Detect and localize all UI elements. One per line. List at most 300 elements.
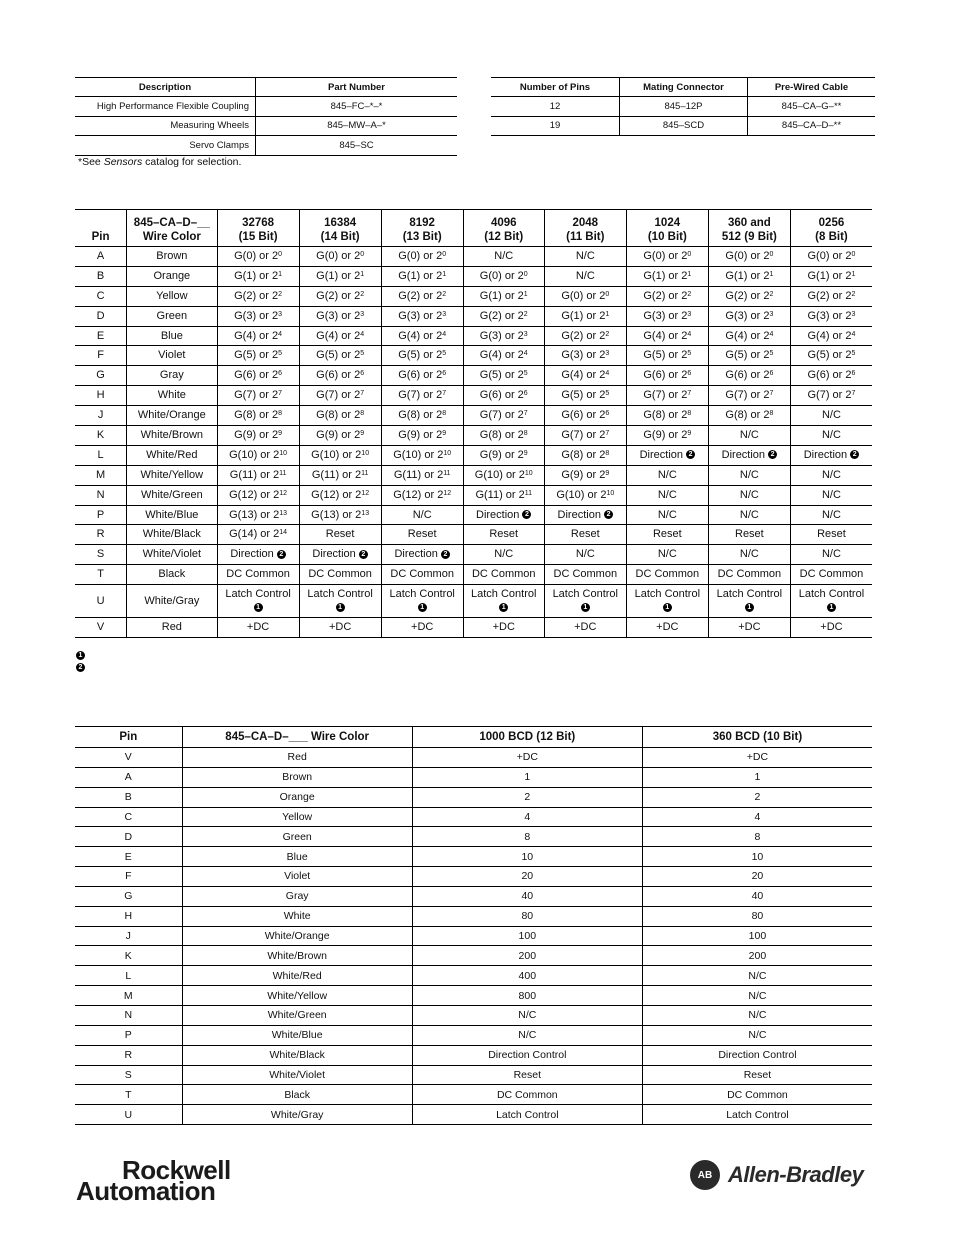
bit-value-cell: G(7) or $2^7$	[544, 426, 626, 446]
wire-color-cell: Red	[127, 618, 217, 638]
bcd-pin-row	[75, 867, 872, 887]
col-header-mating-connector: Mating Connector	[620, 78, 748, 97]
bit-value-cell: Direction 2	[708, 445, 790, 465]
bit-value-cell: N/C	[463, 247, 544, 267]
bit-value-cell: DC Common	[708, 565, 790, 585]
bit-value-cell: G(4) or $2^4$	[544, 366, 626, 386]
bit-value-cell: G(8) or $2^8$	[217, 406, 299, 426]
bcd-cell: Reset	[642, 1065, 872, 1085]
bit-value-cell: G(10) or $2^{10}$	[217, 445, 299, 465]
pin-cell: A	[75, 247, 127, 267]
bcd-cell: 100	[642, 926, 872, 946]
bit-value-cell: DC Common	[299, 565, 381, 585]
bit-value-cell: G(3) or $2^3$	[544, 346, 626, 366]
bit-value-cell: G(3) or $2^3$	[626, 306, 708, 326]
bcd-cell: P	[75, 1025, 182, 1045]
bcd-cell: Direction Control	[642, 1045, 872, 1065]
bcd-cell: DC Common	[412, 1085, 642, 1105]
wire-color-cell: White/Orange	[127, 406, 217, 426]
bit-value-cell: Latch Control 1	[299, 585, 381, 618]
bit-value-cell: G(8) or $2^8$	[626, 406, 708, 426]
binary-pin-row	[75, 426, 872, 446]
bit-value-cell: N/C	[544, 247, 626, 267]
bit-value-cell: G(6) or $2^6$	[217, 366, 299, 386]
bcd-pin-row	[75, 1085, 872, 1105]
bcd-cell: F	[75, 867, 182, 887]
bit-value-cell: DC Common	[217, 565, 299, 585]
bcd-pin-row	[75, 807, 872, 827]
wire-color-cell: White/Brown	[127, 426, 217, 446]
binary-pin-row	[75, 326, 872, 346]
accessory-part-number: 845–SC	[256, 136, 458, 156]
bcd-cell: N/C	[642, 1025, 872, 1045]
bit-value-cell: Reset	[708, 525, 790, 545]
bcd-cell: J	[75, 926, 182, 946]
footnote-mark-icon: 2	[686, 450, 695, 459]
accessory-row	[75, 116, 457, 136]
connector-cell: 845–SCD	[620, 116, 748, 136]
bit-value-cell: N/C	[708, 505, 790, 525]
bit-value-cell: G(1) or $2^1$	[381, 266, 463, 286]
bit-value-cell: G(11) or $2^{11}$	[463, 485, 544, 505]
bit-value-cell: G(11) or $2^{11}$	[299, 465, 381, 485]
bit-value-cell: G(1) or $2^1$	[544, 306, 626, 326]
footnote-mark-icon: 2	[604, 510, 613, 519]
bit-value-cell: G(7) or $2^7$	[463, 406, 544, 426]
footnote-mark-icon: 1	[254, 603, 263, 612]
bcd-cell: White/Blue	[182, 1025, 412, 1045]
pin-cell: N	[75, 485, 127, 505]
bcd-cell: 80	[412, 906, 642, 926]
bcd-pin-row	[75, 787, 872, 807]
binary-pin-row	[75, 366, 872, 386]
bit-value-cell: G(5) or $2^5$	[463, 366, 544, 386]
pin-cell: K	[75, 426, 127, 446]
bit-value-cell: G(10) or $2^{10}$	[544, 485, 626, 505]
pin-cell: U	[75, 585, 127, 618]
bit-value-cell: G(6) or $2^6$	[708, 366, 790, 386]
binary-pin-row	[75, 465, 872, 485]
bit-value-cell: Direction 2	[790, 445, 872, 465]
allen-bradley-logo: AB Allen-Bradley	[690, 1160, 863, 1190]
bcd-pin-row	[75, 906, 872, 926]
bit-value-cell: N/C	[708, 426, 790, 446]
bit-value-cell: G(0) or $2^0$	[626, 247, 708, 267]
bcd-cell: 4	[642, 807, 872, 827]
bcd-cell: 20	[642, 867, 872, 887]
bcd-cell: N/C	[642, 986, 872, 1006]
bcd-col-header: Pin	[75, 727, 182, 748]
bcd-cell: White/Violet	[182, 1065, 412, 1085]
bit-value-cell: +DC	[463, 618, 544, 638]
bit-value-cell: G(12) or $2^{12}$	[299, 485, 381, 505]
bcd-pin-row	[75, 1005, 872, 1025]
bit-value-cell: G(2) or $2^2$	[790, 286, 872, 306]
connector-cell: 845–CA–G–**	[748, 97, 876, 117]
bit-value-cell: G(9) or $2^9$	[626, 426, 708, 446]
bcd-cell: V	[75, 748, 182, 768]
bit-value-cell: G(3) or $2^3$	[463, 326, 544, 346]
binary-pin-row	[75, 247, 872, 267]
bit-value-cell: N/C	[626, 545, 708, 565]
bit-value-cell: Latch Control 1	[463, 585, 544, 618]
footnote-mark-icon: 1	[827, 603, 836, 612]
bit-value-cell: N/C	[790, 465, 872, 485]
binary-pin-row	[75, 618, 872, 638]
bcd-cell: K	[75, 946, 182, 966]
bit-value-cell: G(13) or $2^{13}$	[217, 505, 299, 525]
binary-pin-row	[75, 346, 872, 366]
bit-value-cell: G(6) or $2^6$	[299, 366, 381, 386]
pin-cell: V	[75, 618, 127, 638]
bcd-pin-row	[75, 748, 872, 768]
bcd-cell: White/Green	[182, 1005, 412, 1025]
bit-value-cell: G(12) or $2^{12}$	[381, 485, 463, 505]
bit-value-cell: +DC	[790, 618, 872, 638]
wire-color-cell: White/Violet	[127, 545, 217, 565]
rockwell-automation-logo: Rockwell Automation	[76, 1155, 231, 1206]
wire-color-cell: Blue	[127, 326, 217, 346]
bit-value-cell: G(9) or $2^9$	[463, 445, 544, 465]
bcd-cell: 40	[642, 886, 872, 906]
footnote-mark-icon: 2	[441, 550, 450, 559]
bit-value-cell: +DC	[381, 618, 463, 638]
bcd-pin-row	[75, 966, 872, 986]
bcd-cell: 2	[642, 787, 872, 807]
binary-col-header: Pin	[75, 210, 127, 247]
bit-value-cell: G(2) or $2^2$	[299, 286, 381, 306]
bit-value-cell: G(11) or $2^{11}$	[381, 465, 463, 485]
bcd-cell: M	[75, 986, 182, 1006]
bit-value-cell: G(6) or $2^6$	[381, 366, 463, 386]
binary-col-header: 8192 (13 Bit)	[381, 210, 463, 247]
bit-value-cell: G(0) or $2^0$	[708, 247, 790, 267]
bit-value-cell: +DC	[708, 618, 790, 638]
bit-value-cell: Direction 2	[463, 505, 544, 525]
bit-value-cell: G(2) or $2^2$	[463, 306, 544, 326]
bit-value-cell: G(5) or $2^5$	[790, 346, 872, 366]
wire-color-cell: White/Yellow	[127, 465, 217, 485]
col-header-number-of-pins: Number of Pins	[491, 78, 620, 97]
col-header-description: Description	[75, 78, 256, 97]
bcd-cell: N/C	[412, 1005, 642, 1025]
bcd-cell: 20	[412, 867, 642, 887]
bit-value-cell: G(0) or $2^0$	[217, 247, 299, 267]
bit-value-cell: G(6) or $2^6$	[790, 366, 872, 386]
binary-col-header: 4096 (12 Bit)	[463, 210, 544, 247]
bit-value-cell: G(1) or $2^1$	[790, 266, 872, 286]
bcd-cell: White/Orange	[182, 926, 412, 946]
bit-value-cell: Latch Control 1	[626, 585, 708, 618]
binary-pin-row	[75, 545, 872, 565]
bit-value-cell: G(8) or $2^8$	[708, 406, 790, 426]
bit-value-cell: G(8) or $2^8$	[299, 406, 381, 426]
bcd-pin-row	[75, 926, 872, 946]
pin-cell: F	[75, 346, 127, 366]
bit-value-cell: N/C	[790, 545, 872, 565]
bcd-cell: White/Red	[182, 966, 412, 986]
bcd-cell: N/C	[642, 1005, 872, 1025]
binary-col-header: 32768 (15 Bit)	[217, 210, 299, 247]
binary-col-header: 845–CA–D–__ Wire Color	[127, 210, 217, 247]
wire-color-cell: White/Blue	[127, 505, 217, 525]
binary-pin-row	[75, 525, 872, 545]
bit-value-cell: Reset	[626, 525, 708, 545]
bcd-pin-row	[75, 886, 872, 906]
accessory-description: Servo Clamps	[75, 136, 256, 156]
bit-value-cell: G(7) or $2^7$	[381, 386, 463, 406]
bit-value-cell: G(4) or $2^4$	[463, 346, 544, 366]
pin-cell: R	[75, 525, 127, 545]
bit-value-cell: G(6) or $2^6$	[626, 366, 708, 386]
bit-value-cell: G(5) or $2^5$	[626, 346, 708, 366]
bcd-col-header: 1000 BCD (12 Bit)	[412, 727, 642, 748]
wire-color-cell: Orange	[127, 266, 217, 286]
bit-value-cell: DC Common	[790, 565, 872, 585]
bit-value-cell: DC Common	[544, 565, 626, 585]
bit-value-cell: G(11) or $2^{11}$	[217, 465, 299, 485]
bcd-cell: A	[75, 767, 182, 787]
footnote-mark-icon: 1	[418, 603, 427, 612]
bcd-cell: Blue	[182, 847, 412, 867]
bcd-cell: Orange	[182, 787, 412, 807]
bit-value-cell: G(8) or $2^8$	[544, 445, 626, 465]
bcd-pin-row	[75, 1045, 872, 1065]
bit-value-cell: G(4) or $2^4$	[790, 326, 872, 346]
bcd-cell: 1	[412, 767, 642, 787]
bit-value-cell: G(0) or $2^0$	[790, 247, 872, 267]
bit-value-cell: G(9) or $2^9$	[299, 426, 381, 446]
binary-pin-row	[75, 485, 872, 505]
bcd-cell: Yellow	[182, 807, 412, 827]
bit-value-cell: G(9) or $2^9$	[217, 426, 299, 446]
ab-badge-icon: AB	[690, 1160, 720, 1190]
pin-cell: G	[75, 366, 127, 386]
binary-pin-row	[75, 406, 872, 426]
footnote-mark-icon: 1	[663, 603, 672, 612]
bit-value-cell: Reset	[299, 525, 381, 545]
bit-value-cell: N/C	[708, 485, 790, 505]
accessory-part-number: 845–MW–A–*	[256, 116, 458, 136]
pin-cell: E	[75, 326, 127, 346]
binary-col-header: 0256 (8 Bit)	[790, 210, 872, 247]
bcd-cell: White/Gray	[182, 1105, 412, 1125]
binary-col-header: 1024 (10 Bit)	[626, 210, 708, 247]
bit-value-cell: G(10) or $2^{10}$	[299, 445, 381, 465]
footnote-mark-icon: 2	[768, 450, 777, 459]
bcd-cell: S	[75, 1065, 182, 1085]
footnote-mark-icon: 1	[581, 603, 590, 612]
wire-color-cell: White/Black	[127, 525, 217, 545]
bit-value-cell: Direction 2	[626, 445, 708, 465]
bit-value-cell: G(5) or $2^5$	[544, 386, 626, 406]
bcd-cell: 100	[412, 926, 642, 946]
bit-value-cell: G(8) or $2^8$	[381, 406, 463, 426]
bit-value-cell: N/C	[626, 485, 708, 505]
wire-color-cell: Brown	[127, 247, 217, 267]
bit-value-cell: Latch Control 1	[217, 585, 299, 618]
wire-color-cell: White/Green	[127, 485, 217, 505]
bit-value-cell: G(5) or $2^5$	[708, 346, 790, 366]
binary-col-header: 2048 (11 Bit)	[544, 210, 626, 247]
bcd-cell: White	[182, 906, 412, 926]
bit-value-cell: N/C	[790, 426, 872, 446]
footnote-mark-icon: 2	[522, 510, 531, 519]
bcd-pin-row	[75, 767, 872, 787]
bit-value-cell: G(7) or $2^7$	[626, 386, 708, 406]
bit-value-cell: G(7) or $2^7$	[790, 386, 872, 406]
footnote-mark-icon: 2	[359, 550, 368, 559]
footnote-2: 2	[76, 659, 85, 677]
binary-col-header: 360 and 512 (9 Bit)	[708, 210, 790, 247]
wire-color-cell: Violet	[127, 346, 217, 366]
bcd-pin-row	[75, 1025, 872, 1045]
wire-color-cell: White/Red	[127, 445, 217, 465]
bit-value-cell: N/C	[544, 545, 626, 565]
binary-pin-row	[75, 386, 872, 406]
bit-value-cell: G(0) or $2^0$	[299, 247, 381, 267]
bcd-cell: Red	[182, 748, 412, 768]
bit-value-cell: G(1) or $2^1$	[299, 266, 381, 286]
bcd-cell: 200	[642, 946, 872, 966]
bcd-cell: Latch Control	[412, 1105, 642, 1125]
bcd-cell: Violet	[182, 867, 412, 887]
wire-color-cell: White	[127, 386, 217, 406]
bit-value-cell: G(8) or $2^8$	[463, 426, 544, 446]
bcd-col-header: 845–CA–D–___ Wire Color	[182, 727, 412, 748]
bit-value-cell: Latch Control 1	[708, 585, 790, 618]
binary-pin-row	[75, 286, 872, 306]
bit-value-cell: Latch Control 1	[381, 585, 463, 618]
bcd-cell: R	[75, 1045, 182, 1065]
bcd-pin-row	[75, 946, 872, 966]
bcd-cell: G	[75, 886, 182, 906]
bcd-cell: 8	[412, 827, 642, 847]
bit-value-cell: G(5) or $2^5$	[381, 346, 463, 366]
accessory-row	[75, 97, 457, 117]
accessory-description: Measuring Wheels	[75, 116, 256, 136]
bit-value-cell: G(7) or $2^7$	[299, 386, 381, 406]
binary-pin-row	[75, 445, 872, 465]
connector-row	[491, 97, 875, 117]
bcd-cell: E	[75, 847, 182, 867]
binary-col-header: 16384 (14 Bit)	[299, 210, 381, 247]
bcd-cell: B	[75, 787, 182, 807]
pin-cell: T	[75, 565, 127, 585]
connector-row	[491, 116, 875, 136]
bit-value-cell: G(3) or $2^3$	[790, 306, 872, 326]
bcd-cell: 8	[642, 827, 872, 847]
binary-pin-row	[75, 565, 872, 585]
bit-value-cell: G(4) or $2^4$	[381, 326, 463, 346]
bit-value-cell: Latch Control 1	[544, 585, 626, 618]
pin-cell: L	[75, 445, 127, 465]
bcd-cell: White/Black	[182, 1045, 412, 1065]
sensors-note: *See Sensors catalog for selection.	[78, 156, 242, 168]
bcd-cell: Green	[182, 827, 412, 847]
bcd-cell: Direction Control	[412, 1045, 642, 1065]
bit-value-cell: N/C	[708, 545, 790, 565]
bcd-cell: +DC	[412, 748, 642, 768]
col-header-part-number: Part Number	[256, 78, 458, 97]
bit-value-cell: +DC	[299, 618, 381, 638]
bit-value-cell: G(4) or $2^4$	[708, 326, 790, 346]
bit-value-cell: G(10) or $2^{10}$	[381, 445, 463, 465]
bit-value-cell: G(0) or $2^0$	[463, 266, 544, 286]
bcd-cell: White/Yellow	[182, 986, 412, 1006]
connector-cell: 19	[491, 116, 620, 136]
bit-value-cell: G(2) or $2^2$	[626, 286, 708, 306]
bit-value-cell: G(3) or $2^3$	[381, 306, 463, 326]
bcd-cell: H	[75, 906, 182, 926]
bcd-cell: 400	[412, 966, 642, 986]
wire-color-cell: Gray	[127, 366, 217, 386]
bcd-cell: L	[75, 966, 182, 986]
footnote-mark-icon: 2	[277, 550, 286, 559]
bit-value-cell: Direction 2	[544, 505, 626, 525]
bcd-pin-row	[75, 847, 872, 867]
bcd-pin-row	[75, 827, 872, 847]
bit-value-cell: G(1) or $2^1$	[708, 266, 790, 286]
bit-value-cell: G(2) or $2^2$	[381, 286, 463, 306]
bcd-cell: 80	[642, 906, 872, 926]
connector-table	[491, 77, 875, 136]
pin-cell: D	[75, 306, 127, 326]
pin-cell: C	[75, 286, 127, 306]
bit-value-cell: G(5) or $2^5$	[299, 346, 381, 366]
bcd-cell: N/C	[642, 966, 872, 986]
connector-cell: 845–12P	[620, 97, 748, 117]
bit-value-cell: G(6) or $2^6$	[463, 386, 544, 406]
bit-value-cell: N/C	[463, 545, 544, 565]
bcd-cell: N	[75, 1005, 182, 1025]
bit-value-cell: G(7) or $2^7$	[708, 386, 790, 406]
bit-value-cell: +DC	[626, 618, 708, 638]
bcd-cell: C	[75, 807, 182, 827]
accessory-row	[75, 136, 457, 156]
pin-cell: M	[75, 465, 127, 485]
footnote-1: 1	[76, 647, 85, 665]
bit-value-cell: Reset	[463, 525, 544, 545]
binary-pin-row	[75, 585, 872, 618]
bcd-pin-row	[75, 1065, 872, 1085]
bcd-cell: 200	[412, 946, 642, 966]
bit-value-cell: G(7) or $2^7$	[217, 386, 299, 406]
connector-cell: 845–CA–D–**	[748, 116, 876, 136]
bit-value-cell: G(14) or $2^{14}$	[217, 525, 299, 545]
bcd-cell: Reset	[412, 1065, 642, 1085]
bit-value-cell: G(4) or $2^4$	[299, 326, 381, 346]
bcd-cell: 10	[642, 847, 872, 867]
bit-value-cell: Direction 2	[299, 545, 381, 565]
bit-value-cell: Latch Control 1	[790, 585, 872, 618]
bit-value-cell: G(0) or $2^0$	[381, 247, 463, 267]
bit-value-cell: Reset	[381, 525, 463, 545]
bit-value-cell: G(9) or $2^9$	[544, 465, 626, 485]
footnote-mark-icon: 1	[336, 603, 345, 612]
bit-value-cell: N/C	[790, 406, 872, 426]
accessory-part-number: 845–FC–*–*	[256, 97, 458, 117]
bit-value-cell: Direction 2	[217, 545, 299, 565]
bit-value-cell: G(2) or $2^2$	[708, 286, 790, 306]
bcd-cell: 800	[412, 986, 642, 1006]
bcd-cell: Gray	[182, 886, 412, 906]
bit-value-cell: G(3) or $2^3$	[299, 306, 381, 326]
pin-cell: H	[75, 386, 127, 406]
bcd-cell: 4	[412, 807, 642, 827]
bcd-cell: 2	[412, 787, 642, 807]
bit-value-cell: +DC	[217, 618, 299, 638]
